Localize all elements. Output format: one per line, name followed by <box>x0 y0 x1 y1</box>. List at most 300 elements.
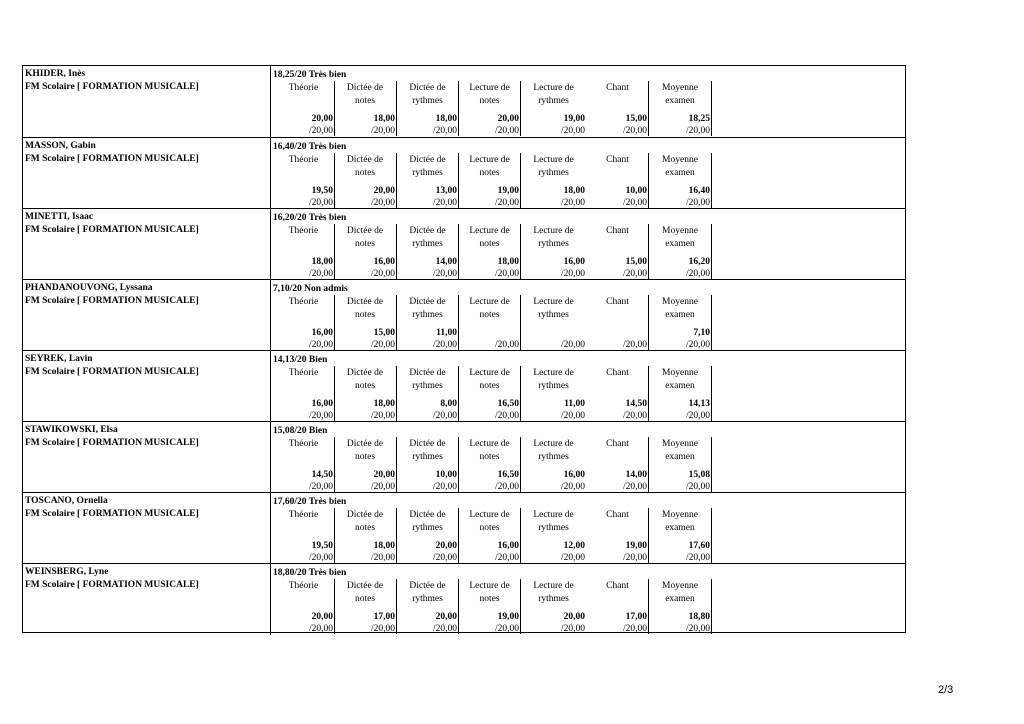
score-value: 19,00 <box>563 114 585 124</box>
column-divider <box>270 422 271 493</box>
score-max: /20,00 <box>560 411 585 421</box>
column-header: Lecture de <box>469 510 510 520</box>
student-row <box>23 563 905 635</box>
score-max: /20,00 <box>308 126 333 136</box>
grade-cell <box>273 295 335 350</box>
column-header: Lecture de <box>533 83 574 93</box>
score-value: 16,00 <box>311 328 333 338</box>
course-name: FM Scolaire [ FORMATION MUSICALE] <box>25 296 199 306</box>
grade-cell <box>521 81 586 136</box>
course-name: FM Scolaire [ FORMATION MUSICALE] <box>25 225 199 235</box>
grade-cell <box>649 579 712 634</box>
grade-cell <box>397 579 459 634</box>
column-divider <box>270 66 271 137</box>
student-name: STAWIKOWSKI, Elsa <box>25 425 118 435</box>
column-header: Moyenne <box>662 439 698 449</box>
score-max: /20,00 <box>370 624 395 634</box>
score-value: 16,00 <box>311 399 333 409</box>
grade-cell <box>397 224 459 279</box>
score-max: /20,00 <box>494 482 519 492</box>
score-value: 19,00 <box>497 186 519 196</box>
student-row <box>23 492 905 564</box>
score-value: 8,00 <box>440 399 457 409</box>
column-header: Chant <box>606 83 629 93</box>
column-header: Chant <box>606 155 629 165</box>
score-value: 14,00 <box>625 470 647 480</box>
score-max: /20,00 <box>432 553 457 563</box>
score-value: 17,00 <box>373 612 395 622</box>
score-max: /20,00 <box>622 126 647 136</box>
score-value: 15,08 <box>688 470 710 480</box>
score-value: 19,00 <box>625 541 647 551</box>
grade-cell <box>521 295 586 350</box>
score-value: 18,80 <box>688 612 710 622</box>
column-header: Dictée de <box>346 510 384 520</box>
column-header: Chant <box>606 368 629 378</box>
column-header-line2: rythmes <box>412 523 443 533</box>
grade-cell <box>334 295 397 350</box>
grade-cell <box>587 224 649 279</box>
score-value: 20,00 <box>563 612 585 622</box>
score-max: /20,00 <box>685 482 710 492</box>
column-header-line2: examen <box>665 381 695 391</box>
column-divider <box>270 351 271 422</box>
grade-cell <box>397 508 459 563</box>
column-header: Théorie <box>288 439 319 449</box>
column-header-line2: examen <box>665 168 695 178</box>
grade-cell <box>273 81 335 136</box>
grade-cell <box>273 508 335 563</box>
column-header: Dictée de <box>409 368 446 378</box>
column-header-line2: notes <box>479 168 500 178</box>
score-max: /20,00 <box>370 269 395 279</box>
score-value: 13,00 <box>435 186 457 196</box>
average-summary: 14,13/20 Bien <box>273 355 328 365</box>
grade-cell <box>649 366 712 421</box>
column-header-line2: notes <box>354 594 376 604</box>
column-header-line2: rythmes <box>412 168 443 178</box>
grade-cell <box>273 224 335 279</box>
column-header: Dictée de <box>409 226 446 236</box>
column-header: Dictée de <box>409 297 446 307</box>
score-value: 16,00 <box>373 257 395 267</box>
score-max: /20,00 <box>370 482 395 492</box>
column-header-line2: rythmes <box>538 452 569 462</box>
column-header-line2: notes <box>479 523 500 533</box>
score-max: /20,00 <box>622 624 647 634</box>
column-header-line2: examen <box>665 594 695 604</box>
column-header: Lecture de <box>469 155 510 165</box>
average-summary: 7,10/20 Non admis <box>273 284 348 294</box>
grade-cell <box>397 366 459 421</box>
column-header: Dictée de <box>346 439 384 449</box>
score-max: /20,00 <box>685 553 710 563</box>
score-max: /20,00 <box>685 411 710 421</box>
column-header: Théorie <box>288 581 319 591</box>
student-row <box>23 137 905 209</box>
column-header-line2: examen <box>665 239 695 249</box>
score-value: 17,60 <box>688 541 710 551</box>
column-header-line2: notes <box>479 594 500 604</box>
column-header: Moyenne <box>662 83 698 93</box>
student-name: MINETTI, Isaac <box>25 212 94 222</box>
column-header: Chant <box>606 226 629 236</box>
score-max: /20,00 <box>432 482 457 492</box>
column-header-line2: rythmes <box>538 310 569 320</box>
grade-cell <box>459 224 521 279</box>
score-max: /20,00 <box>308 624 333 634</box>
grade-cell <box>273 437 335 492</box>
student-name: SEYREK, Lavin <box>25 354 93 364</box>
score-value: 19,50 <box>311 186 333 196</box>
grade-cell <box>649 437 712 492</box>
grade-cell <box>521 508 586 563</box>
grade-cell <box>334 508 397 563</box>
average-summary: 16,20/20 Très bien <box>273 213 347 223</box>
score-max: /20,00 <box>622 482 647 492</box>
score-max: /20,00 <box>494 126 519 136</box>
column-header-line2: rythmes <box>538 594 569 604</box>
column-header-line2: rythmes <box>412 239 443 249</box>
grade-cell <box>649 508 712 563</box>
grade-cell <box>334 437 397 492</box>
grade-cell <box>459 579 521 634</box>
student-row <box>23 279 905 351</box>
score-max: /20,00 <box>494 411 519 421</box>
column-divider <box>270 280 271 351</box>
student-name: PHANDANOUVONG, Lyssana <box>25 283 153 293</box>
score-max: /20,00 <box>494 198 519 208</box>
column-header-line2: rythmes <box>412 594 443 604</box>
grade-cell <box>521 437 586 492</box>
score-value: 15,00 <box>625 114 647 124</box>
column-header: Dictée de <box>346 83 384 93</box>
grade-cell <box>587 153 649 208</box>
student-row <box>23 208 905 280</box>
column-header-line2: examen <box>665 310 695 320</box>
score-value: 15,00 <box>625 257 647 267</box>
column-header-line2: rythmes <box>412 310 443 320</box>
score-value: 11,00 <box>564 399 585 409</box>
score-max: /20,00 <box>560 624 585 634</box>
grade-cell <box>459 153 521 208</box>
grade-cell <box>334 81 397 136</box>
average-summary: 18,80/20 Très bien <box>273 568 347 578</box>
score-max: /20,00 <box>494 340 519 350</box>
score-max: /20,00 <box>432 340 457 350</box>
student-row <box>23 66 905 137</box>
course-name: FM Scolaire [ FORMATION MUSICALE] <box>25 580 199 590</box>
score-max: /20,00 <box>432 126 457 136</box>
score-value: 16,00 <box>497 541 519 551</box>
score-value: 16,00 <box>563 257 585 267</box>
score-value: 17,00 <box>625 612 647 622</box>
column-header-line2: notes <box>479 381 500 391</box>
column-header: Lecture de <box>469 368 510 378</box>
score-max: /20,00 <box>370 126 395 136</box>
grade-cell <box>459 295 521 350</box>
grade-cell <box>397 153 459 208</box>
score-max: /20,00 <box>308 482 333 492</box>
column-header: Chant <box>606 510 629 520</box>
score-value: 16,40 <box>688 186 710 196</box>
score-max: /20,00 <box>308 553 333 563</box>
column-header: Moyenne <box>662 155 698 165</box>
column-header-line2: notes <box>354 310 376 320</box>
score-value: 20,00 <box>311 612 333 622</box>
column-header-line2: rythmes <box>538 381 569 391</box>
score-max: /20,00 <box>432 411 457 421</box>
column-header: Lecture de <box>469 226 510 236</box>
column-header: Moyenne <box>662 297 698 307</box>
score-value: 20,00 <box>373 186 395 196</box>
column-header: Lecture de <box>469 581 510 591</box>
score-max: /20,00 <box>685 340 710 350</box>
grade-cell <box>649 224 712 279</box>
score-value: 10,00 <box>625 186 647 196</box>
column-header-line2: rythmes <box>538 96 569 106</box>
column-header-line2: notes <box>479 96 500 106</box>
score-value: 14,50 <box>311 470 333 480</box>
score-value: 16,20 <box>688 257 710 267</box>
grade-cell <box>587 437 649 492</box>
column-header-line2: notes <box>354 168 376 178</box>
column-header-line2: examen <box>665 452 695 462</box>
grade-cell <box>273 153 335 208</box>
grade-cell <box>397 437 459 492</box>
score-value: 10,00 <box>435 470 457 480</box>
column-header-line2: examen <box>665 96 695 106</box>
score-value: 11,00 <box>436 328 457 338</box>
column-header: Lecture de <box>469 439 510 449</box>
student-name: TOSCANO, Ornella <box>25 496 108 506</box>
column-header: Théorie <box>288 83 319 93</box>
column-header: Théorie <box>288 155 319 165</box>
score-value: 20,00 <box>497 114 519 124</box>
column-header-line2: notes <box>354 96 376 106</box>
grade-cell <box>587 508 649 563</box>
score-max: /20,00 <box>308 340 333 350</box>
score-value: 20,00 <box>373 470 395 480</box>
score-max: /20,00 <box>685 269 710 279</box>
course-name: FM Scolaire [ FORMATION MUSICALE] <box>25 438 199 448</box>
score-value: 19,50 <box>311 541 333 551</box>
column-divider <box>270 564 271 635</box>
column-header-line2: rythmes <box>538 523 569 533</box>
column-header-line2: examen <box>665 523 695 533</box>
course-name: FM Scolaire [ FORMATION MUSICALE] <box>25 509 199 519</box>
score-max: /20,00 <box>432 269 457 279</box>
score-max: /20,00 <box>560 340 585 350</box>
column-header: Théorie <box>288 226 319 236</box>
grade-cell <box>587 81 649 136</box>
column-header-line2: notes <box>354 381 376 391</box>
score-max: /20,00 <box>308 269 333 279</box>
score-value: 14,50 <box>625 399 647 409</box>
score-value: 16,00 <box>563 470 585 480</box>
column-header: Dictée de <box>346 155 384 165</box>
score-max: /20,00 <box>494 269 519 279</box>
score-value: 18,00 <box>373 541 395 551</box>
grade-cell <box>334 153 397 208</box>
column-header-line2: rythmes <box>412 96 443 106</box>
student-name: MASSON, Gabin <box>25 141 96 151</box>
score-max: /20,00 <box>560 269 585 279</box>
column-header: Lecture de <box>533 581 574 591</box>
grade-cell <box>649 81 712 136</box>
average-summary: 16,40/20 Très bien <box>273 142 347 152</box>
column-header: Théorie <box>288 297 319 307</box>
column-header: Dictée de <box>346 368 384 378</box>
column-header: Chant <box>606 297 629 307</box>
student-name: WEINSBERG, Lyne <box>25 567 109 577</box>
column-header-line2: rythmes <box>538 168 569 178</box>
column-header: Lecture de <box>469 83 510 93</box>
column-header-line2: notes <box>354 523 376 533</box>
column-header: Moyenne <box>662 510 698 520</box>
column-header-line2: notes <box>479 452 500 462</box>
column-header: Dictée de <box>346 297 384 307</box>
column-header: Dictée de <box>346 226 384 236</box>
score-value: 18,00 <box>435 114 457 124</box>
score-value: 18,00 <box>373 114 395 124</box>
score-value: 15,00 <box>373 328 395 338</box>
column-header-line2: rythmes <box>538 239 569 249</box>
score-max: /20,00 <box>560 198 585 208</box>
column-header: Lecture de <box>533 155 574 165</box>
grade-cell <box>587 366 649 421</box>
column-header: Moyenne <box>662 226 698 236</box>
score-value: 18,00 <box>373 399 395 409</box>
grade-cell <box>459 508 521 563</box>
score-value: 7,10 <box>693 328 710 338</box>
score-value: 16,50 <box>497 470 519 480</box>
score-max: /20,00 <box>432 624 457 634</box>
column-header: Théorie <box>288 368 319 378</box>
score-max: /20,00 <box>622 198 647 208</box>
grade-cell <box>397 81 459 136</box>
score-value: 20,00 <box>435 541 457 551</box>
score-value: 18,25 <box>688 114 710 124</box>
score-max: /20,00 <box>560 126 585 136</box>
grade-cell <box>521 579 586 634</box>
score-value: 12,00 <box>563 541 585 551</box>
grade-cell <box>649 153 712 208</box>
column-header: Dictée de <box>346 581 384 591</box>
column-header-line2: rythmes <box>412 381 443 391</box>
column-divider <box>270 493 271 564</box>
grade-cell <box>459 81 521 136</box>
course-name: FM Scolaire [ FORMATION MUSICALE] <box>25 367 199 377</box>
score-value: 14,13 <box>688 399 710 409</box>
course-name: FM Scolaire [ FORMATION MUSICALE] <box>25 154 199 164</box>
student-row <box>23 350 905 422</box>
score-max: /20,00 <box>308 198 333 208</box>
grades-table <box>22 65 906 633</box>
student-name: KHIDER, Inès <box>25 69 86 79</box>
column-header: Dictée de <box>409 439 446 449</box>
score-max: /20,00 <box>560 482 585 492</box>
column-divider <box>270 209 271 280</box>
column-header: Dictée de <box>409 83 446 93</box>
grade-cell <box>273 579 335 634</box>
column-header-line2: notes <box>354 239 376 249</box>
score-max: /20,00 <box>685 198 710 208</box>
score-max: /20,00 <box>432 198 457 208</box>
course-name: FM Scolaire [ FORMATION MUSICALE] <box>25 82 199 92</box>
column-header-line2: notes <box>479 239 500 249</box>
grade-cell <box>334 366 397 421</box>
score-value: 16,50 <box>497 399 519 409</box>
page-number: 2/3 <box>938 684 954 696</box>
score-value: 18,00 <box>497 257 519 267</box>
grade-cell <box>649 295 712 350</box>
column-divider <box>270 138 271 209</box>
score-max: /20,00 <box>685 624 710 634</box>
score-value: 18,00 <box>563 186 585 196</box>
score-value: 14,00 <box>435 257 457 267</box>
grade-cell <box>334 224 397 279</box>
score-max: /20,00 <box>622 269 647 279</box>
score-value: 20,00 <box>311 114 333 124</box>
grade-cell <box>521 366 586 421</box>
column-header: Moyenne <box>662 581 698 591</box>
score-max: /20,00 <box>622 553 647 563</box>
grade-cell <box>273 366 335 421</box>
column-header: Dictée de <box>409 510 446 520</box>
score-max: /20,00 <box>370 198 395 208</box>
column-header: Lecture de <box>469 297 510 307</box>
score-max: /20,00 <box>560 553 585 563</box>
column-header: Moyenne <box>662 368 698 378</box>
column-header: Dictée de <box>409 155 446 165</box>
column-header-line2: rythmes <box>412 452 443 462</box>
score-value: 19,00 <box>497 612 519 622</box>
column-header-line2: notes <box>354 452 376 462</box>
student-row <box>23 421 905 493</box>
score-max: /20,00 <box>494 553 519 563</box>
average-summary: 15,08/20 Bien <box>273 426 328 436</box>
grade-cell <box>587 295 649 350</box>
column-header-line2: notes <box>479 310 500 320</box>
score-max: /20,00 <box>308 411 333 421</box>
column-header: Lecture de <box>533 226 574 236</box>
grade-cell <box>459 437 521 492</box>
column-header: Lecture de <box>533 297 574 307</box>
average-summary: 18,25/20 Très bien <box>273 70 347 80</box>
score-value: 20,00 <box>435 612 457 622</box>
grade-cell <box>459 366 521 421</box>
score-max: /20,00 <box>622 340 647 350</box>
average-summary: 17,60/20 Très bien <box>273 497 347 507</box>
grade-cell <box>521 153 586 208</box>
score-value: 18,00 <box>311 257 333 267</box>
column-header: Lecture de <box>533 368 574 378</box>
grade-cell <box>397 295 459 350</box>
score-max: /20,00 <box>370 411 395 421</box>
score-max: /20,00 <box>370 340 395 350</box>
column-header: Chant <box>606 439 629 449</box>
column-header: Lecture de <box>533 510 574 520</box>
score-max: /20,00 <box>370 553 395 563</box>
column-header: Dictée de <box>409 581 446 591</box>
column-header: Lecture de <box>533 439 574 449</box>
grade-cell <box>334 579 397 634</box>
column-header: Chant <box>606 581 629 591</box>
column-header: Théorie <box>288 510 319 520</box>
score-max: /20,00 <box>685 126 710 136</box>
grade-cell <box>521 224 586 279</box>
